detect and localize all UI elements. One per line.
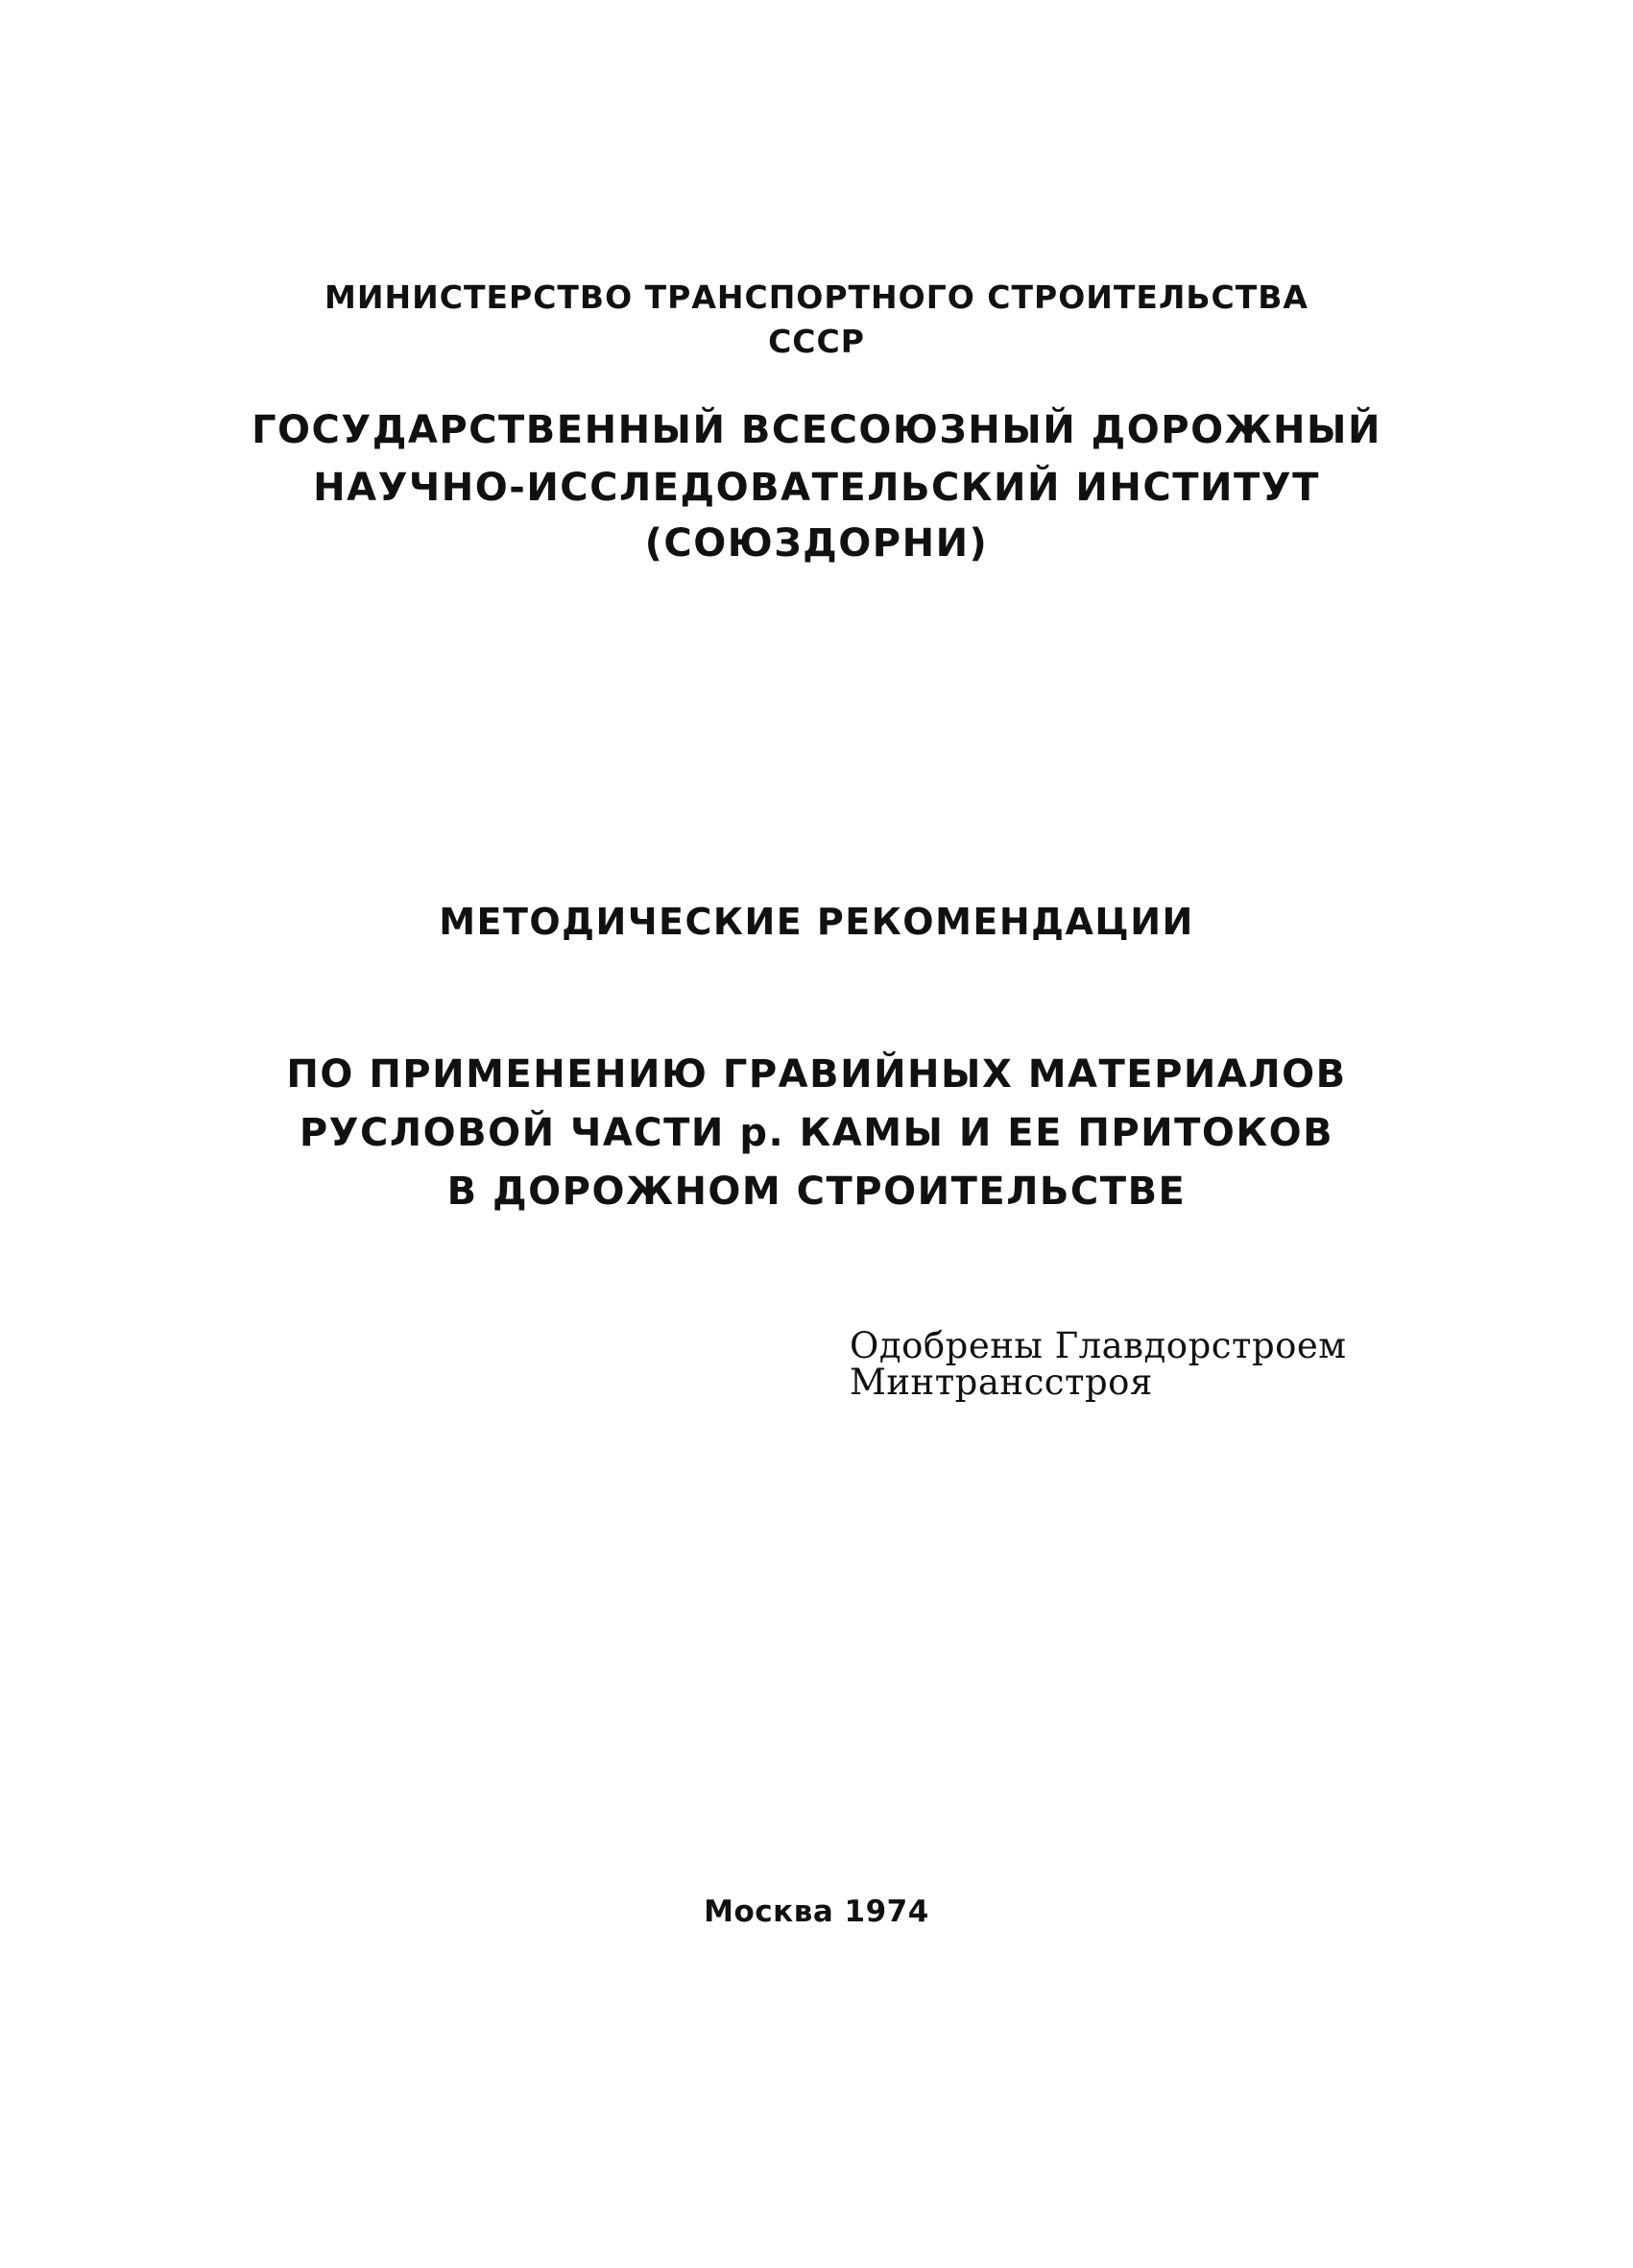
institute-name-line1: ГОСУДАРСТВЕННЫЙ ВСЕСОЮЗНЫЙ ДОРОЖНЫЙ — [252, 408, 1381, 452]
approval-note-line2: Минтрансстроя — [850, 1362, 1153, 1403]
ministry-name-line2: СССР — [768, 323, 865, 360]
institute-name-line2: НАУЧНО-ИССЛЕДОВАТЕЛЬСКИЙ ИНСТИТУТ — [313, 466, 1320, 510]
document-subject-line1: ПО ПРИМЕНЕНИЮ ГРАВИЙНЫХ МАТЕРИАЛОВ — [286, 1052, 1347, 1097]
approval-note-line1: Одобрены Главдорстроем — [850, 1325, 1347, 1366]
ministry-name-line1: МИНИСТЕРСТВО ТРАНСПОРТНОГО СТРОИТЕЛЬСТВА — [324, 278, 1309, 316]
document-subject-line3: В ДОРОЖНОМ СТРОИТЕЛЬСТВЕ — [446, 1170, 1187, 1214]
place-and-year: Москва 1974 — [704, 1894, 929, 1929]
document-type: МЕТОДИЧЕСКИЕ РЕКОМЕНДАЦИИ — [439, 901, 1194, 943]
institute-abbreviation: (СОЮЗДОРНИ) — [644, 521, 989, 566]
document-subject-line2: РУСЛОВОЙ ЧАСТИ р. КАМЫ И ЕЕ ПРИТОКОВ — [299, 1111, 1334, 1155]
